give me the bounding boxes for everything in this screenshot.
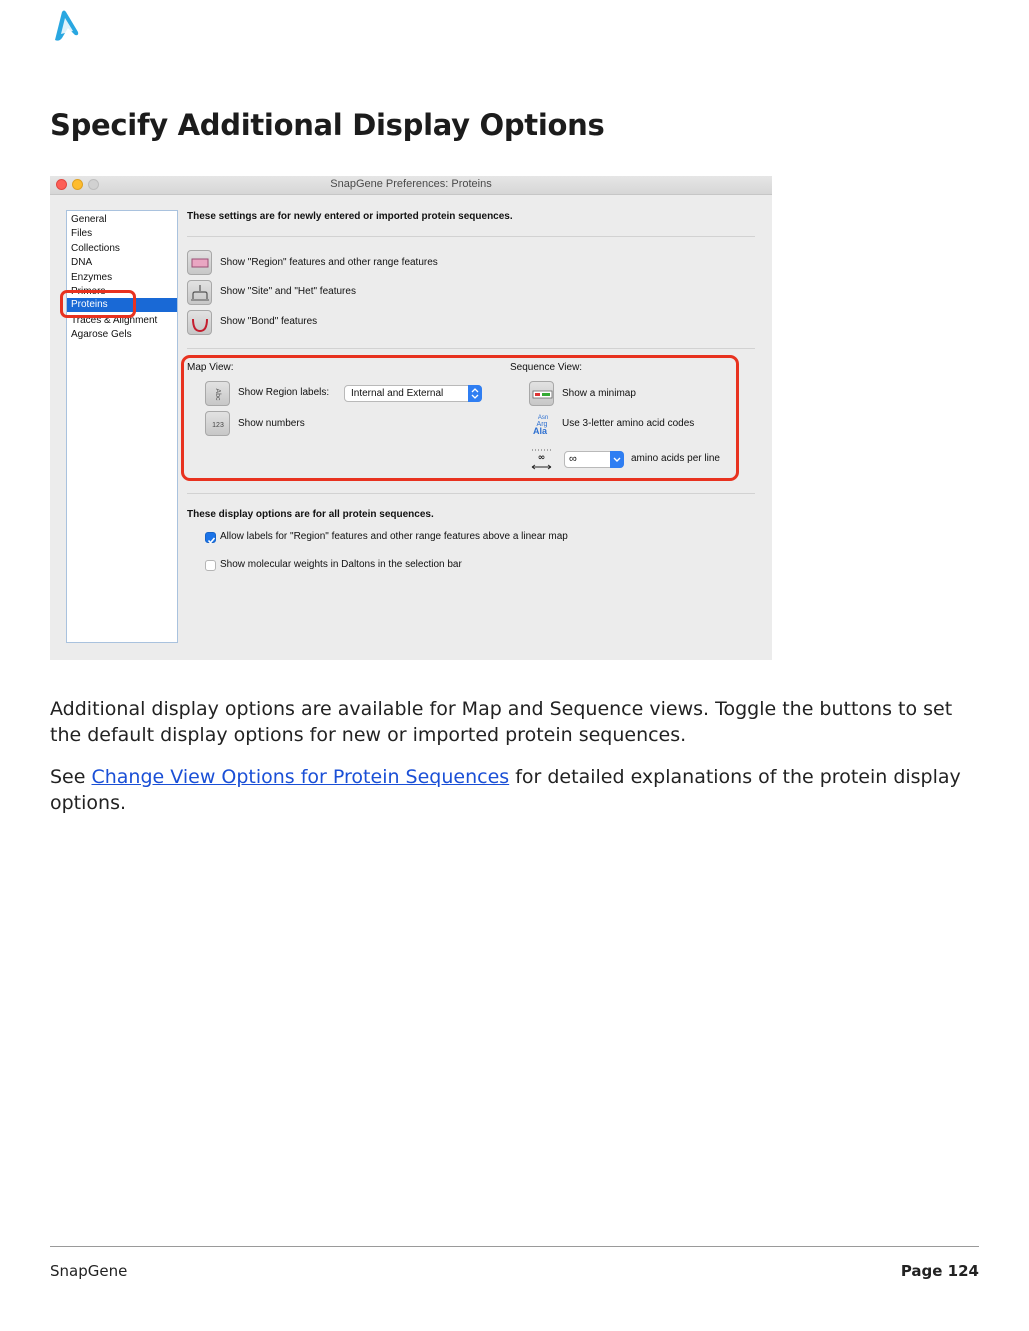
- preferences-sidebar: [66, 210, 178, 643]
- show-numbers-label: Show numbers: [238, 418, 305, 429]
- sidebar-item-collections[interactable]: Collections: [71, 243, 120, 254]
- three-letter-label: Use 3-letter amino acid codes: [562, 418, 695, 429]
- allow-labels-checkbox[interactable]: [205, 532, 216, 543]
- site-feature-toggle[interactable]: [187, 280, 212, 305]
- paragraph-text: See: [50, 766, 92, 788]
- svg-text:123: 123: [212, 422, 224, 429]
- sidebar-item-dna[interactable]: DNA: [71, 257, 93, 268]
- window-titlebar: [50, 176, 772, 195]
- site-feature-label: Show "Site" and "Het" features: [220, 286, 356, 297]
- region-feature-toggle[interactable]: [187, 250, 212, 275]
- svg-text:Arg: Arg: [536, 421, 548, 428]
- all-sequences-heading: These display options are for all protein sequences.: [187, 509, 434, 520]
- sidebar-item-general[interactable]: General: [71, 214, 107, 225]
- sidebar-item-files[interactable]: Files: [71, 228, 93, 239]
- molecular-weights-checkbox[interactable]: [205, 560, 216, 571]
- aa-per-line-value: ∞: [569, 453, 577, 465]
- footer-divider: [50, 1246, 979, 1247]
- sidebar-item-proteins[interactable]: Proteins: [67, 298, 177, 312]
- bond-feature-icon: [188, 311, 213, 336]
- aa-per-line-label: amino acids per line: [631, 453, 720, 464]
- footer-brand: SnapGene: [50, 1262, 128, 1280]
- region-labels-label: Show Region labels:: [238, 387, 330, 398]
- display-options-highlight: [181, 355, 739, 481]
- proteins-highlight-ring: [60, 290, 136, 318]
- site-feature-icon: [188, 281, 213, 306]
- divider: [187, 493, 755, 494]
- svg-text:Asn: Asn: [537, 415, 549, 421]
- sidebar-item-enzymes[interactable]: Enzymes: [71, 272, 113, 283]
- intro-heading: These settings are for newly entered or imported protein sequences.: [187, 211, 513, 222]
- page-number: Page 124: [900, 1262, 979, 1280]
- change-view-options-link[interactable]: Change View Options for Protein Sequences: [91, 766, 510, 788]
- map-view-heading: Map View:: [187, 362, 234, 373]
- region-feature-label: Show "Region" features and other range features: [220, 257, 438, 268]
- region-labels-value: Internal and External: [351, 388, 444, 399]
- molecular-weights-label: Show molecular weights in Daltons in the selection bar: [220, 559, 462, 570]
- paragraph: [50, 764, 985, 816]
- svg-text:Ala: Ala: [532, 426, 548, 436]
- region-feature-icon: [188, 251, 213, 276]
- sidebar-item-traces-alignment[interactable]: Traces & Alignment: [71, 315, 158, 326]
- paragraph-text: for detailed explanations of the protein display options.: [50, 766, 961, 814]
- sidebar-item-primers[interactable]: Primers: [71, 286, 106, 294]
- preferences-window: [50, 176, 772, 660]
- checkmark-icon: [206, 535, 217, 546]
- sidebar-item-agarose-gels[interactable]: Agarose Gels: [71, 329, 132, 340]
- page-title: Specify Additional Display Options: [50, 108, 605, 142]
- bond-feature-label: Show "Bond" features: [220, 316, 318, 327]
- divider: [187, 348, 755, 349]
- allow-labels-label: Allow labels for "Region" features and other range features above a linear map: [220, 531, 568, 542]
- svg-text:Abc: Abc: [214, 388, 221, 401]
- paragraph: Additional display options are available for Map and Sequence views. Toggle the buttons to set the default display options for new or imported protein sequences.: [50, 698, 953, 746]
- divider: [187, 236, 755, 237]
- window-title: SnapGene Preferences: Proteins: [330, 178, 492, 190]
- svg-text:∞: ∞: [537, 453, 546, 463]
- sequence-view-heading: Sequence View:: [510, 362, 583, 373]
- bond-feature-toggle[interactable]: [187, 310, 212, 335]
- snapgene-logo-icon: [52, 8, 82, 42]
- minimap-label: Show a minimap: [562, 388, 636, 399]
